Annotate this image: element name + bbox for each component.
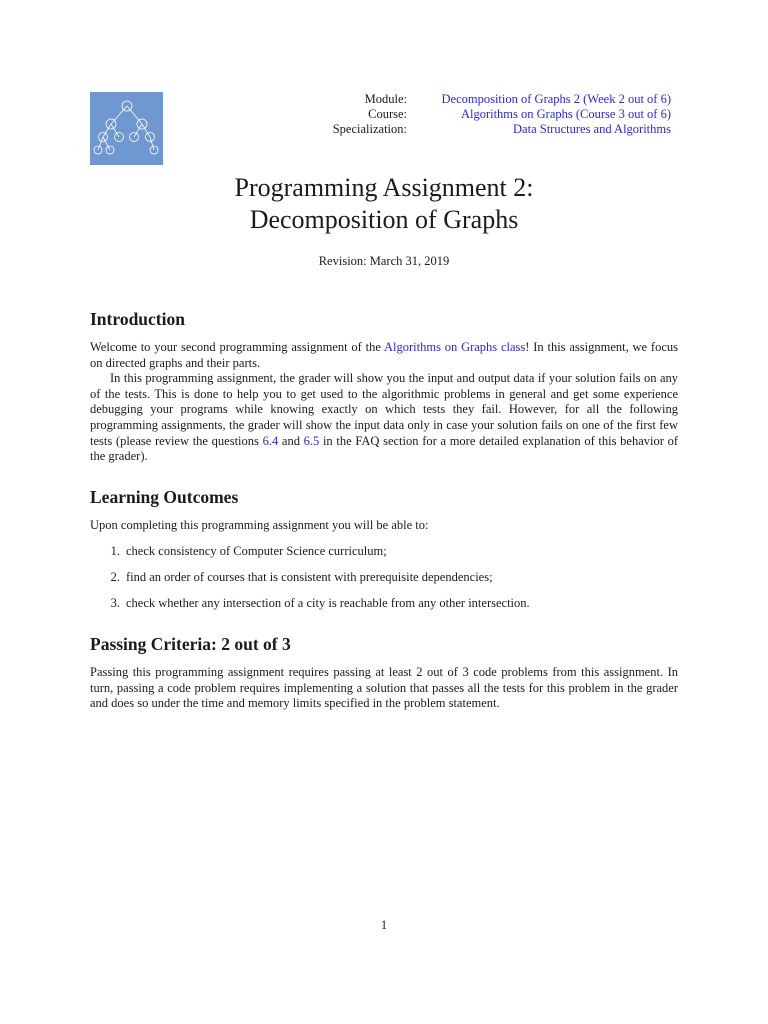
- algorithms-on-graphs-link[interactable]: Algorithms on Graphs class: [384, 340, 526, 354]
- list-number: 2.: [110, 569, 120, 584]
- grader-text: In this programming assignment, the grader will show you the input and output data if your solution fails on any of the tests. This is done to help you to get used to the algorithmic problems in general and get some experience debugging your programs while knowing exactly on which tests they fail. However, for all the following programming assignments, the grader will show the input data only in case your solution fails on one of the first few tests (please review the questions: [90, 371, 678, 448]
- faq-link-6-4[interactable]: 6.4: [262, 433, 279, 448]
- meta-row-course: [307, 107, 671, 122]
- grader-text-after: in the FAQ section for a more detailed explanation of this behavior of the grader).: [90, 433, 679, 464]
- passing-criteria-section: [90, 633, 678, 712]
- introduction-heading: Introduction: [90, 309, 185, 329]
- introduction-paragraph-1: [90, 340, 678, 371]
- header-meta: [307, 92, 671, 137]
- list-item: [90, 570, 678, 596]
- grader-text-mid: and: [278, 433, 304, 448]
- document-title: [0, 172, 768, 236]
- list-item: [90, 596, 678, 622]
- learning-outcomes-heading: Learning Outcomes: [90, 487, 239, 507]
- revision-date: Revision: March 31, 2019: [318, 254, 450, 268]
- binary-tree-icon: [90, 92, 163, 165]
- intro-text: Welcome to your second programming assignment of the: [90, 340, 384, 354]
- learning-outcomes-intro: Upon completing this programming assignment you will be able to:: [90, 518, 429, 532]
- title-line-2: Decomposition of Graphs: [249, 205, 519, 234]
- title-line-1: Programming Assignment 2:: [234, 173, 534, 202]
- learning-outcomes-list: [90, 544, 678, 622]
- introduction-paragraph-2: [90, 371, 678, 465]
- passing-criteria-text: Passing this programming assignment requires passing at least 2 out of 3 code problems from this assignment. In turn, passing a code problem requires implementing a solution that passes all the tests for this problem in the grader and does so under the time and memory limits specified in the problem statement.: [90, 665, 678, 711]
- list-text: check consistency of Computer Science curriculum;: [126, 543, 387, 558]
- meta-row-module: [307, 92, 671, 107]
- introduction-section: [90, 308, 678, 465]
- specialization-label: Specialization:: [332, 122, 407, 136]
- passing-criteria-heading: Passing Criteria: 2 out of 3: [90, 634, 291, 654]
- faq-link-6-5[interactable]: 6.5: [303, 433, 320, 448]
- learning-outcomes-section: [90, 486, 678, 622]
- specialization-link[interactable]: Data Structures and Algorithms: [513, 122, 671, 136]
- intro-text-after: ! In this assignment, we focus on directed graphs and their parts.: [90, 340, 678, 370]
- list-number: 1.: [110, 543, 120, 558]
- module-label: Module:: [364, 92, 407, 106]
- page-number: 1: [380, 918, 388, 932]
- module-link[interactable]: Decomposition of Graphs 2 (Week 2 out of 6): [441, 92, 671, 106]
- course-label: Course:: [368, 107, 407, 121]
- course-logo: [90, 92, 163, 165]
- list-number: 3.: [110, 595, 120, 610]
- course-link[interactable]: Algorithms on Graphs (Course 3 out of 6): [460, 107, 671, 121]
- list-text: find an order of courses that is consistent with prerequisite dependencies;: [126, 569, 493, 584]
- list-text: check whether any intersection of a city is reachable from any other intersection.: [126, 595, 530, 610]
- list-item: [90, 544, 678, 570]
- meta-row-specialization: [307, 122, 671, 137]
